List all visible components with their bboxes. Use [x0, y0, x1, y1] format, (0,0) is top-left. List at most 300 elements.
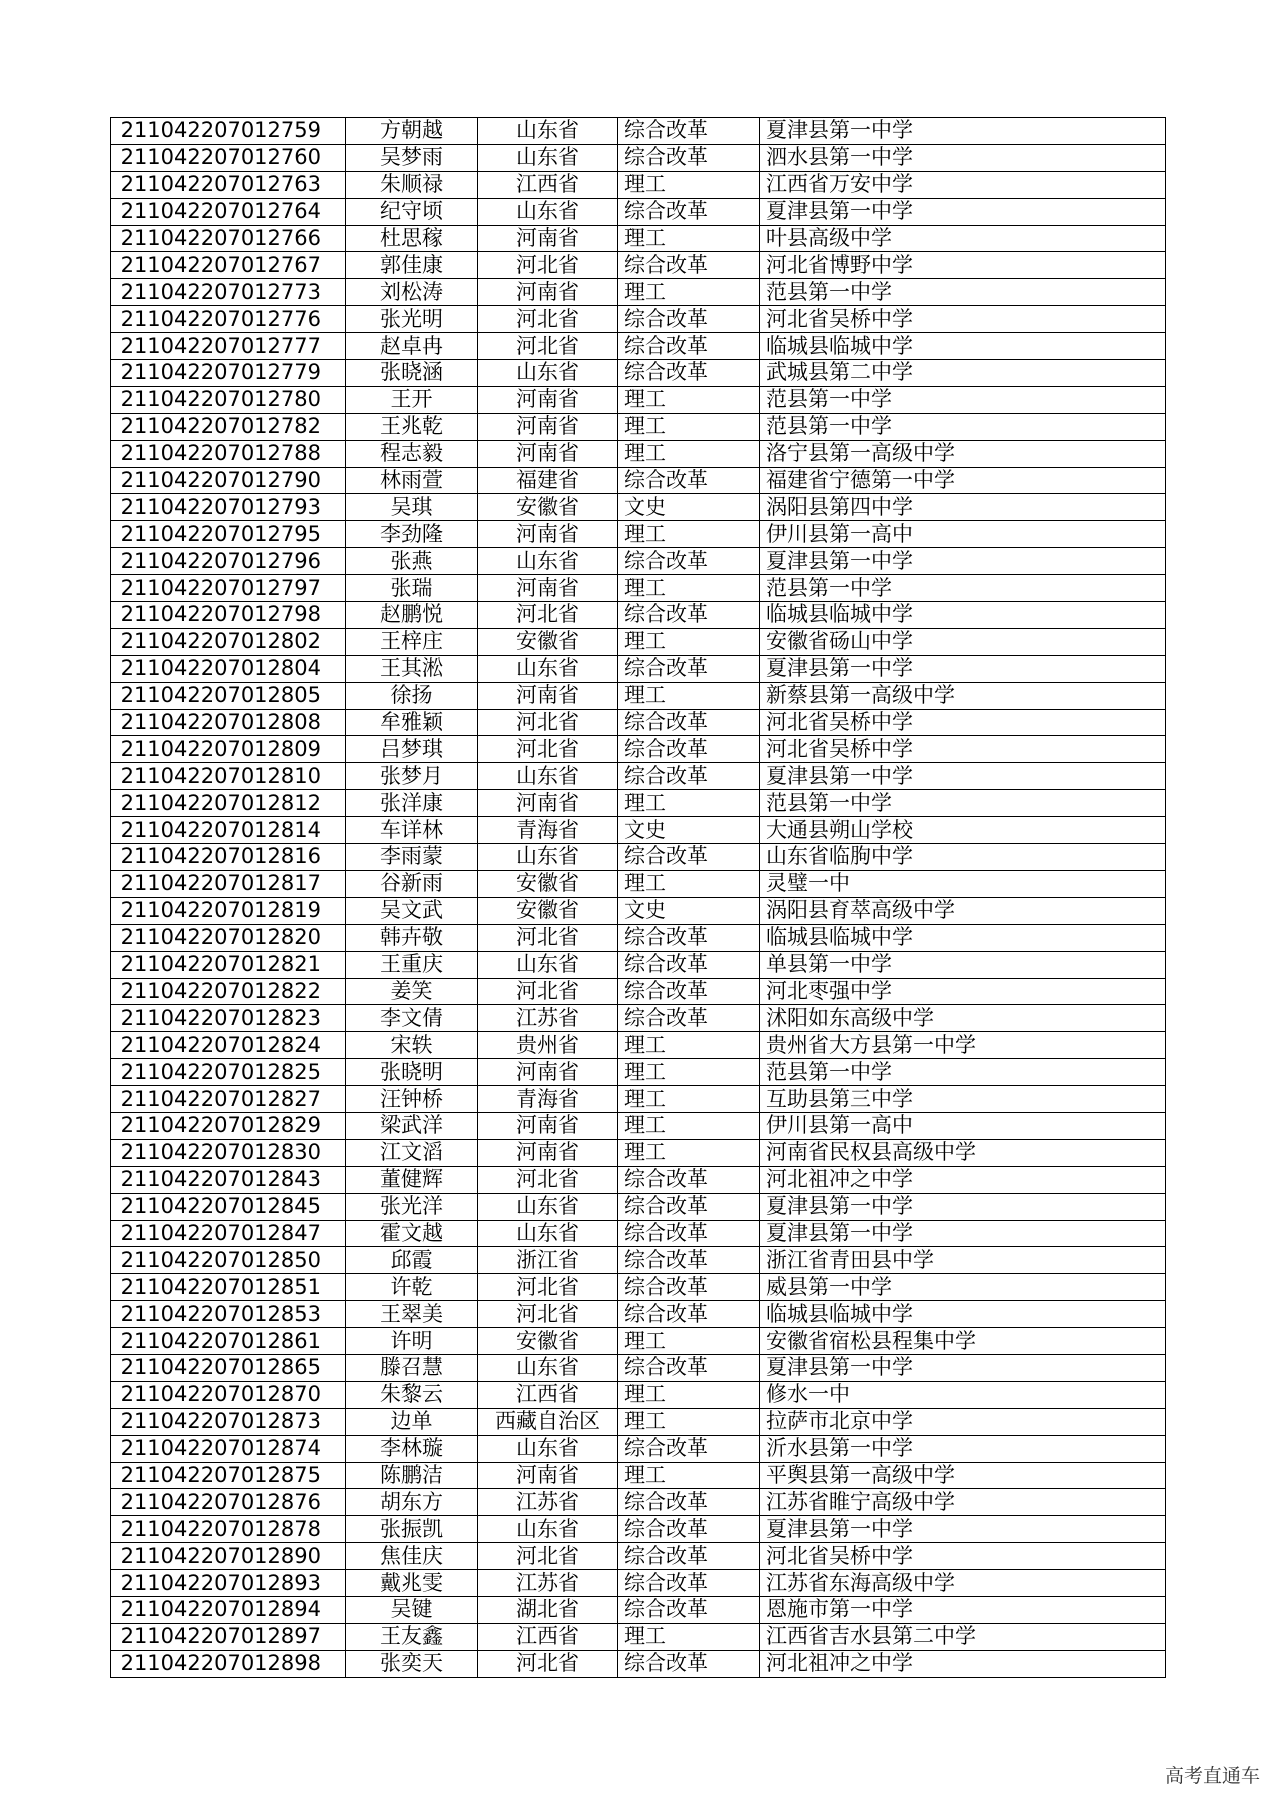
table-row: [111, 1059, 1166, 1086]
candidate-id-cell: 211042207012890: [111, 1543, 346, 1570]
candidate-id-cell: 211042207012827: [111, 1086, 346, 1113]
school-cell: 单县第一中学: [760, 951, 1166, 978]
category-cell: 综合改革: [618, 1650, 760, 1677]
candidate-id-cell: 211042207012782: [111, 413, 346, 440]
candidate-id-cell: 211042207012878: [111, 1516, 346, 1543]
table-row: [111, 144, 1166, 171]
category-cell: 综合改革: [618, 1301, 760, 1328]
candidate-id-cell: 211042207012797: [111, 575, 346, 602]
province-cell: 山东省: [478, 763, 618, 790]
category-cell: 综合改革: [618, 1489, 760, 1516]
school-cell: 江苏省东海高级中学: [760, 1570, 1166, 1597]
student-name-cell: 王其淞: [346, 655, 478, 682]
category-cell: 理工: [618, 1381, 760, 1408]
student-name-cell: 郭佳康: [346, 252, 478, 279]
category-cell: 理工: [618, 1462, 760, 1489]
candidate-id-cell: 211042207012823: [111, 1005, 346, 1032]
watermark-text: 高考直通车: [1164, 1765, 1260, 1787]
candidate-id-cell: 211042207012845: [111, 1193, 346, 1220]
school-cell: 夏津县第一中学: [760, 548, 1166, 575]
candidate-id-cell: 211042207012773: [111, 279, 346, 306]
province-cell: 河北省: [478, 736, 618, 763]
school-cell: 范县第一中学: [760, 386, 1166, 413]
category-cell: 理工: [618, 171, 760, 198]
table-row: [111, 1220, 1166, 1247]
category-cell: 理工: [618, 628, 760, 655]
school-cell: 大通县朔山学校: [760, 817, 1166, 844]
school-cell: 伊川县第一高中: [760, 521, 1166, 548]
student-name-cell: 梁武洋: [346, 1112, 478, 1139]
province-cell: 河北省: [478, 252, 618, 279]
student-name-cell: 李文倩: [346, 1005, 478, 1032]
student-name-cell: 张瑞: [346, 575, 478, 602]
table-row: [111, 118, 1166, 145]
table-row: [111, 817, 1166, 844]
province-cell: 河北省: [478, 1543, 618, 1570]
province-cell: 安徽省: [478, 628, 618, 655]
province-cell: 安徽省: [478, 1328, 618, 1355]
student-name-cell: 张光洋: [346, 1193, 478, 1220]
school-cell: 临城县临城中学: [760, 1301, 1166, 1328]
student-name-cell: 方朝越: [346, 118, 478, 145]
candidate-id-cell: 211042207012865: [111, 1354, 346, 1381]
candidate-id-cell: 211042207012810: [111, 763, 346, 790]
category-cell: 文史: [618, 897, 760, 924]
province-cell: 山东省: [478, 951, 618, 978]
category-cell: 理工: [618, 682, 760, 709]
table-row: [111, 844, 1166, 871]
candidate-id-cell: 211042207012873: [111, 1408, 346, 1435]
province-cell: 安徽省: [478, 494, 618, 521]
student-name-cell: 董健辉: [346, 1166, 478, 1193]
table-row: [111, 1193, 1166, 1220]
school-cell: 山东省临朐中学: [760, 844, 1166, 871]
student-name-cell: 吕梦琪: [346, 736, 478, 763]
candidate-id-cell: 211042207012764: [111, 198, 346, 225]
category-cell: 理工: [618, 386, 760, 413]
school-cell: 夏津县第一中学: [760, 655, 1166, 682]
table-row: [111, 413, 1166, 440]
student-name-cell: 谷新雨: [346, 870, 478, 897]
province-cell: 河南省: [478, 1059, 618, 1086]
school-cell: 叶县高级中学: [760, 225, 1166, 252]
category-cell: 综合改革: [618, 1354, 760, 1381]
candidate-id-cell: 211042207012851: [111, 1274, 346, 1301]
table-row: [111, 682, 1166, 709]
category-cell: 理工: [618, 575, 760, 602]
student-name-cell: 程志毅: [346, 440, 478, 467]
student-name-cell: 张晓明: [346, 1059, 478, 1086]
student-name-cell: 李林璇: [346, 1435, 478, 1462]
table-row: [111, 628, 1166, 655]
province-cell: 河南省: [478, 682, 618, 709]
student-name-cell: 许乾: [346, 1274, 478, 1301]
table-row: [111, 736, 1166, 763]
province-cell: 浙江省: [478, 1247, 618, 1274]
table-row: [111, 1570, 1166, 1597]
school-cell: 伊川县第一高中: [760, 1112, 1166, 1139]
category-cell: 文史: [618, 494, 760, 521]
category-cell: 综合改革: [618, 118, 760, 145]
category-cell: 综合改革: [618, 736, 760, 763]
school-cell: 夏津县第一中学: [760, 1193, 1166, 1220]
candidate-id-cell: 211042207012825: [111, 1059, 346, 1086]
candidate-id-cell: 211042207012802: [111, 628, 346, 655]
school-cell: 河北祖冲之中学: [760, 1166, 1166, 1193]
candidate-id-cell: 211042207012820: [111, 924, 346, 951]
category-cell: 综合改革: [618, 333, 760, 360]
table-row: [111, 1516, 1166, 1543]
table-row: [111, 1596, 1166, 1623]
candidate-id-cell: 211042207012843: [111, 1166, 346, 1193]
student-name-cell: 张光明: [346, 306, 478, 333]
school-cell: 江西省万安中学: [760, 171, 1166, 198]
table-row: [111, 1543, 1166, 1570]
province-cell: 山东省: [478, 1516, 618, 1543]
student-name-cell: 纪守顷: [346, 198, 478, 225]
category-cell: 综合改革: [618, 198, 760, 225]
student-name-cell: 汪钟桥: [346, 1086, 478, 1113]
category-cell: 理工: [618, 225, 760, 252]
province-cell: 山东省: [478, 1354, 618, 1381]
category-cell: 综合改革: [618, 1193, 760, 1220]
table-row: [111, 924, 1166, 951]
table-row: [111, 575, 1166, 602]
table-row: [111, 360, 1166, 387]
candidate-id-cell: 211042207012763: [111, 171, 346, 198]
province-cell: 安徽省: [478, 897, 618, 924]
candidate-id-cell: 211042207012829: [111, 1112, 346, 1139]
student-name-cell: 滕召慧: [346, 1354, 478, 1381]
student-name-cell: 赵鹏悦: [346, 602, 478, 629]
candidate-id-cell: 211042207012850: [111, 1247, 346, 1274]
candidate-id-cell: 211042207012804: [111, 655, 346, 682]
candidate-id-cell: 211042207012779: [111, 360, 346, 387]
category-cell: 综合改革: [618, 1005, 760, 1032]
table-row: [111, 1247, 1166, 1274]
student-name-cell: 许明: [346, 1328, 478, 1355]
school-cell: 江苏省睢宁高级中学: [760, 1489, 1166, 1516]
school-cell: 涡阳县第四中学: [760, 494, 1166, 521]
student-name-cell: 戴兆雯: [346, 1570, 478, 1597]
student-name-cell: 霍文越: [346, 1220, 478, 1247]
school-cell: 沂水县第一中学: [760, 1435, 1166, 1462]
province-cell: 河南省: [478, 1112, 618, 1139]
province-cell: 山东省: [478, 198, 618, 225]
candidate-id-cell: 211042207012766: [111, 225, 346, 252]
table-row: [111, 602, 1166, 629]
category-cell: 综合改革: [618, 763, 760, 790]
student-name-cell: 姜笑: [346, 978, 478, 1005]
table-row: [111, 790, 1166, 817]
candidate-id-cell: 211042207012809: [111, 736, 346, 763]
student-name-cell: 吴键: [346, 1596, 478, 1623]
province-cell: 河北省: [478, 602, 618, 629]
table-row: [111, 548, 1166, 575]
category-cell: 理工: [618, 521, 760, 548]
province-cell: 青海省: [478, 817, 618, 844]
province-cell: 河南省: [478, 413, 618, 440]
school-cell: 临城县临城中学: [760, 602, 1166, 629]
candidate-id-cell: 211042207012830: [111, 1139, 346, 1166]
category-cell: 理工: [618, 279, 760, 306]
table-row: [111, 521, 1166, 548]
school-cell: 范县第一中学: [760, 1059, 1166, 1086]
province-cell: 河南省: [478, 225, 618, 252]
table-row: [111, 1139, 1166, 1166]
table-row: [111, 1489, 1166, 1516]
school-cell: 沭阳如东高级中学: [760, 1005, 1166, 1032]
category-cell: 综合改革: [618, 1435, 760, 1462]
candidate-id-cell: 211042207012821: [111, 951, 346, 978]
student-name-cell: 焦佳庆: [346, 1543, 478, 1570]
student-name-cell: 刘松涛: [346, 279, 478, 306]
table-row: [111, 333, 1166, 360]
student-name-cell: 张晓涵: [346, 360, 478, 387]
province-cell: 河北省: [478, 1650, 618, 1677]
province-cell: 河南省: [478, 575, 618, 602]
student-name-cell: 王翠美: [346, 1301, 478, 1328]
student-name-cell: 赵卓冉: [346, 333, 478, 360]
school-cell: 河北省博野中学: [760, 252, 1166, 279]
province-cell: 江苏省: [478, 1489, 618, 1516]
province-cell: 山东省: [478, 1220, 618, 1247]
category-cell: 综合改革: [618, 1274, 760, 1301]
table-row: [111, 494, 1166, 521]
school-cell: 夏津县第一中学: [760, 1220, 1166, 1247]
category-cell: 综合改革: [618, 1596, 760, 1623]
table-row: [111, 1086, 1166, 1113]
category-cell: 综合改革: [618, 1220, 760, 1247]
school-cell: 河南省民权县高级中学: [760, 1139, 1166, 1166]
school-cell: 泗水县第一中学: [760, 144, 1166, 171]
student-name-cell: 宋轶: [346, 1032, 478, 1059]
candidate-id-cell: 211042207012822: [111, 978, 346, 1005]
admission-list-table: [110, 117, 1166, 1678]
table-row: [111, 1328, 1166, 1355]
category-cell: 综合改革: [618, 655, 760, 682]
table-row: [111, 1623, 1166, 1650]
school-cell: 安徽省宿松县程集中学: [760, 1328, 1166, 1355]
candidate-id-cell: 211042207012760: [111, 144, 346, 171]
province-cell: 山东省: [478, 144, 618, 171]
category-cell: 综合改革: [618, 978, 760, 1005]
category-cell: 综合改革: [618, 1166, 760, 1193]
province-cell: 江苏省: [478, 1570, 618, 1597]
province-cell: 青海省: [478, 1086, 618, 1113]
school-cell: 江西省吉水县第二中学: [760, 1623, 1166, 1650]
category-cell: 综合改革: [618, 548, 760, 575]
candidate-id-cell: 211042207012861: [111, 1328, 346, 1355]
student-name-cell: 朱黎云: [346, 1381, 478, 1408]
table-row: [111, 897, 1166, 924]
province-cell: 河北省: [478, 924, 618, 951]
table-row: [111, 709, 1166, 736]
table-row: [111, 1112, 1166, 1139]
province-cell: 山东省: [478, 1435, 618, 1462]
school-cell: 河北省吴桥中学: [760, 306, 1166, 333]
table-row: [111, 1166, 1166, 1193]
province-cell: 河北省: [478, 978, 618, 1005]
province-cell: 河北省: [478, 1274, 618, 1301]
student-name-cell: 陈鹏洁: [346, 1462, 478, 1489]
table-row: [111, 198, 1166, 225]
table-row: [111, 225, 1166, 252]
category-cell: 理工: [618, 1112, 760, 1139]
province-cell: 河南省: [478, 790, 618, 817]
category-cell: 理工: [618, 1328, 760, 1355]
province-cell: 山东省: [478, 360, 618, 387]
candidate-id-cell: 211042207012894: [111, 1596, 346, 1623]
student-name-cell: 邱霞: [346, 1247, 478, 1274]
province-cell: 河南省: [478, 1462, 618, 1489]
category-cell: 理工: [618, 1139, 760, 1166]
table-row: [111, 171, 1166, 198]
student-name-cell: 王开: [346, 386, 478, 413]
province-cell: 河南省: [478, 386, 618, 413]
table-row: [111, 1650, 1166, 1677]
student-name-cell: 张梦月: [346, 763, 478, 790]
province-cell: 山东省: [478, 1193, 618, 1220]
province-cell: 河北省: [478, 306, 618, 333]
candidate-id-cell: 211042207012816: [111, 844, 346, 871]
candidate-id-cell: 211042207012874: [111, 1435, 346, 1462]
province-cell: 福建省: [478, 467, 618, 494]
province-cell: 河北省: [478, 1166, 618, 1193]
province-cell: 河南省: [478, 1139, 618, 1166]
candidate-id-cell: 211042207012759: [111, 118, 346, 145]
school-cell: 修水一中: [760, 1381, 1166, 1408]
candidate-id-cell: 211042207012824: [111, 1032, 346, 1059]
category-cell: 综合改革: [618, 1247, 760, 1274]
school-cell: 夏津县第一中学: [760, 118, 1166, 145]
category-cell: 理工: [618, 1086, 760, 1113]
candidate-id-cell: 211042207012777: [111, 333, 346, 360]
province-cell: 湖北省: [478, 1596, 618, 1623]
candidate-id-cell: 211042207012780: [111, 386, 346, 413]
school-cell: 灵璧一中: [760, 870, 1166, 897]
school-cell: 范县第一中学: [760, 413, 1166, 440]
school-cell: 新蔡县第一高级中学: [760, 682, 1166, 709]
category-cell: 综合改革: [618, 924, 760, 951]
candidate-id-cell: 211042207012875: [111, 1462, 346, 1489]
student-name-cell: 吴文武: [346, 897, 478, 924]
category-cell: 综合改革: [618, 467, 760, 494]
school-cell: 范县第一中学: [760, 575, 1166, 602]
student-name-cell: 韩卉敬: [346, 924, 478, 951]
student-name-cell: 杜思稼: [346, 225, 478, 252]
school-cell: 河北省吴桥中学: [760, 709, 1166, 736]
category-cell: 综合改革: [618, 306, 760, 333]
school-cell: 临城县临城中学: [760, 924, 1166, 951]
province-cell: 山东省: [478, 655, 618, 682]
school-cell: 河北省吴桥中学: [760, 1543, 1166, 1570]
candidate-id-cell: 211042207012817: [111, 870, 346, 897]
table-row: [111, 763, 1166, 790]
candidate-id-cell: 211042207012796: [111, 548, 346, 575]
candidate-id-cell: 211042207012893: [111, 1570, 346, 1597]
category-cell: 理工: [618, 440, 760, 467]
school-cell: 互助县第三中学: [760, 1086, 1166, 1113]
school-cell: 浙江省青田县中学: [760, 1247, 1166, 1274]
province-cell: 山东省: [478, 548, 618, 575]
province-cell: 江苏省: [478, 1005, 618, 1032]
province-cell: 江西省: [478, 1381, 618, 1408]
category-cell: 综合改革: [618, 951, 760, 978]
category-cell: 综合改革: [618, 144, 760, 171]
school-cell: 威县第一中学: [760, 1274, 1166, 1301]
category-cell: 综合改革: [618, 1543, 760, 1570]
student-name-cell: 张奕天: [346, 1650, 478, 1677]
province-cell: 河南省: [478, 440, 618, 467]
province-cell: 江西省: [478, 171, 618, 198]
candidate-id-cell: 211042207012819: [111, 897, 346, 924]
student-name-cell: 徐扬: [346, 682, 478, 709]
student-name-cell: 车详林: [346, 817, 478, 844]
student-name-cell: 张振凯: [346, 1516, 478, 1543]
province-cell: 山东省: [478, 118, 618, 145]
table-row: [111, 1462, 1166, 1489]
candidate-id-cell: 211042207012876: [111, 1489, 346, 1516]
table-row: [111, 951, 1166, 978]
school-cell: 福建省宁德第一中学: [760, 467, 1166, 494]
student-name-cell: 张洋康: [346, 790, 478, 817]
school-cell: 恩施市第一中学: [760, 1596, 1166, 1623]
school-cell: 河北省吴桥中学: [760, 736, 1166, 763]
school-cell: 河北枣强中学: [760, 978, 1166, 1005]
student-name-cell: 王兆乾: [346, 413, 478, 440]
student-name-cell: 李劲隆: [346, 521, 478, 548]
candidate-id-cell: 211042207012812: [111, 790, 346, 817]
school-cell: 夏津县第一中学: [760, 1354, 1166, 1381]
school-cell: 涡阳县育萃高级中学: [760, 897, 1166, 924]
table-row: [111, 1381, 1166, 1408]
category-cell: 综合改革: [618, 844, 760, 871]
candidate-id-cell: 211042207012798: [111, 602, 346, 629]
province-cell: 安徽省: [478, 870, 618, 897]
table-row: [111, 978, 1166, 1005]
school-cell: 河北祖冲之中学: [760, 1650, 1166, 1677]
category-cell: 理工: [618, 790, 760, 817]
candidate-id-cell: 211042207012870: [111, 1381, 346, 1408]
student-name-cell: 王重庆: [346, 951, 478, 978]
table-row: [111, 386, 1166, 413]
student-name-cell: 边单: [346, 1408, 478, 1435]
category-cell: 理工: [618, 413, 760, 440]
table-row: [111, 1354, 1166, 1381]
province-cell: 河北省: [478, 333, 618, 360]
candidate-id-cell: 211042207012808: [111, 709, 346, 736]
school-cell: 贵州省大方县第一中学: [760, 1032, 1166, 1059]
candidate-id-cell: 211042207012776: [111, 306, 346, 333]
school-cell: 夏津县第一中学: [760, 763, 1166, 790]
candidate-id-cell: 211042207012853: [111, 1301, 346, 1328]
candidate-id-cell: 211042207012795: [111, 521, 346, 548]
school-cell: 武城县第二中学: [760, 360, 1166, 387]
school-cell: 平舆县第一高级中学: [760, 1462, 1166, 1489]
table-row: [111, 1274, 1166, 1301]
province-cell: 河南省: [478, 279, 618, 306]
school-cell: 拉萨市北京中学: [760, 1408, 1166, 1435]
student-name-cell: 吴琪: [346, 494, 478, 521]
category-cell: 综合改革: [618, 252, 760, 279]
table-row: [111, 252, 1166, 279]
candidate-id-cell: 211042207012814: [111, 817, 346, 844]
table-row: [111, 655, 1166, 682]
student-name-cell: 王友鑫: [346, 1623, 478, 1650]
table-row: [111, 467, 1166, 494]
category-cell: 综合改革: [618, 360, 760, 387]
